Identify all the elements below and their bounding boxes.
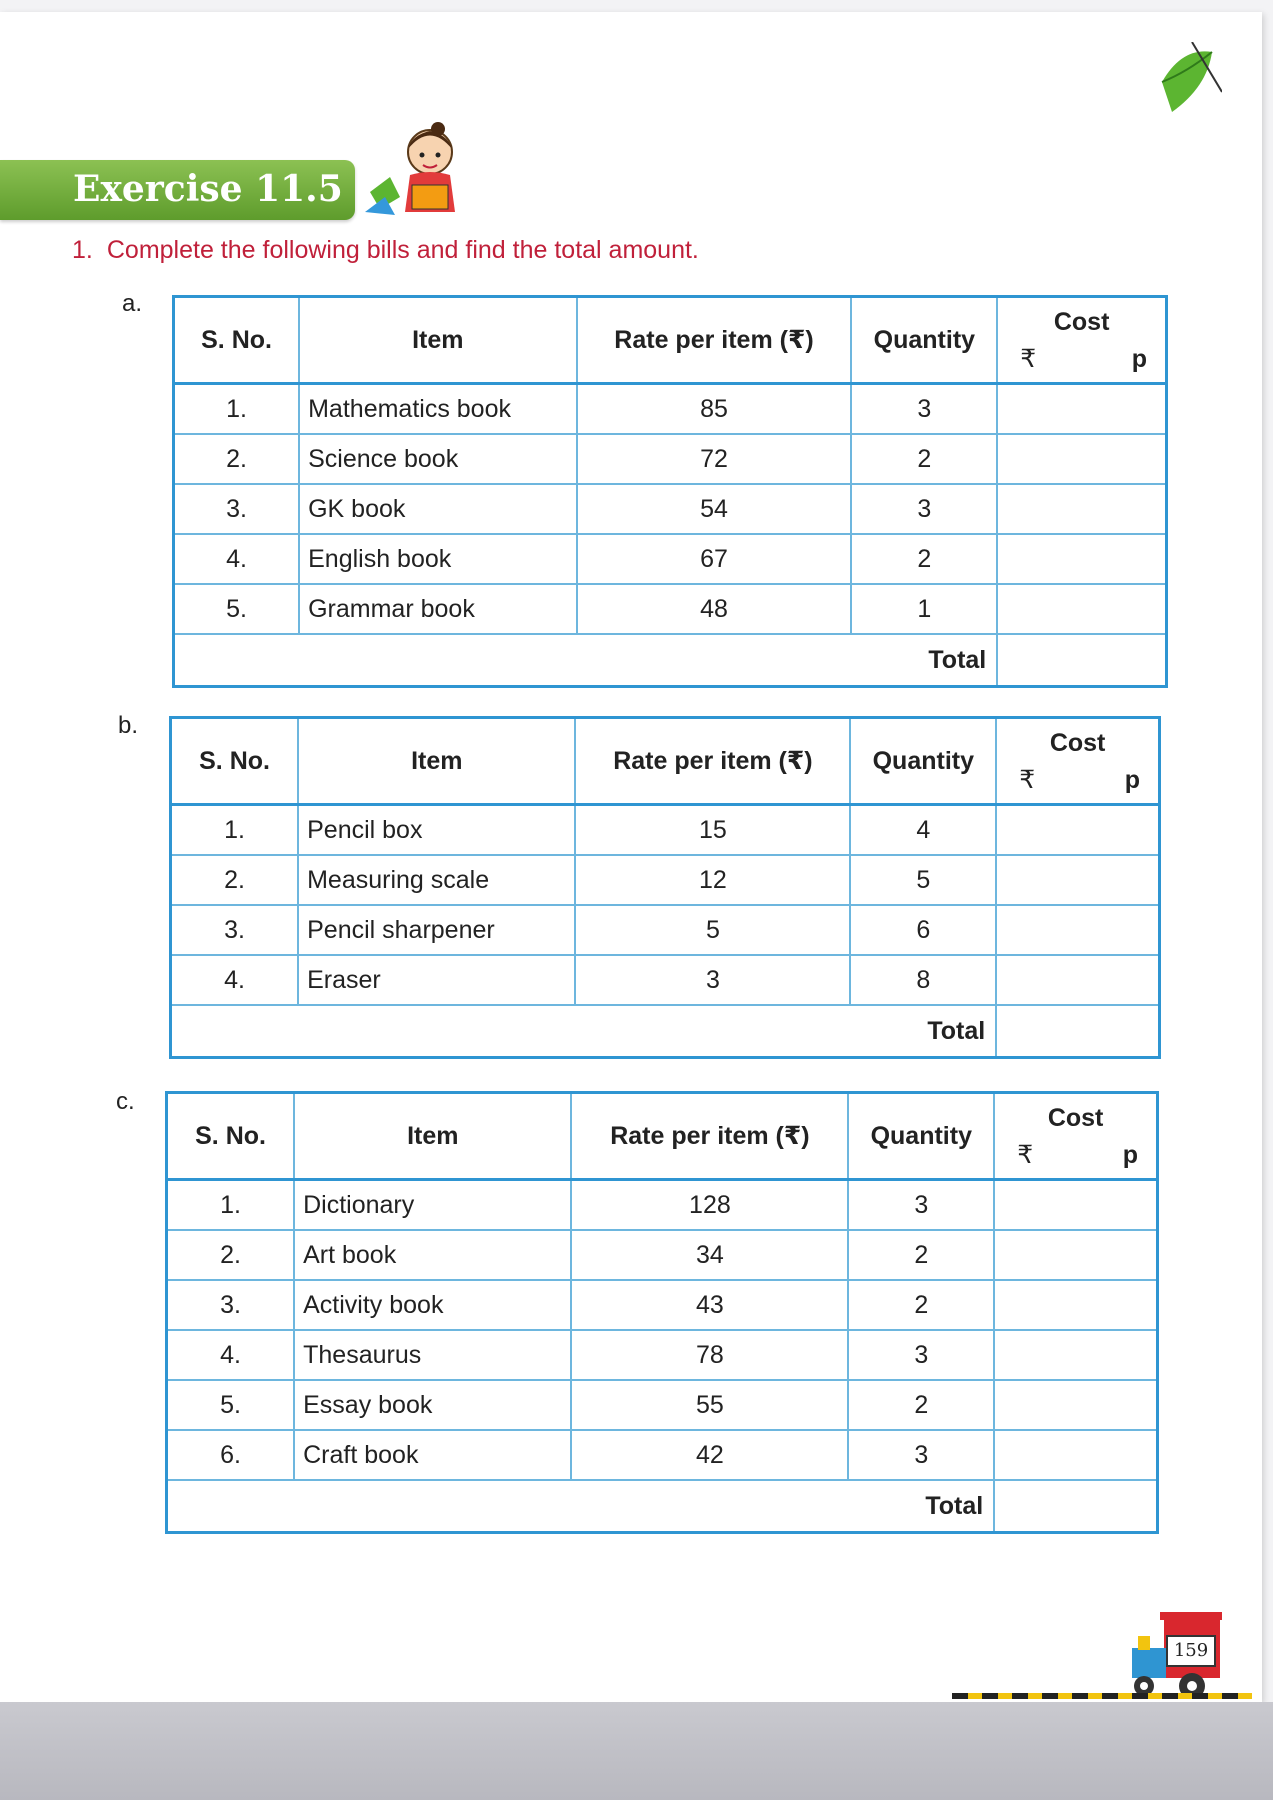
cell-quantity: 2 bbox=[848, 1380, 994, 1430]
cell-rate: 15 bbox=[575, 805, 850, 856]
cell-rate: 128 bbox=[571, 1180, 848, 1231]
cell-rate: 3 bbox=[575, 955, 850, 1005]
header-quantity: Quantity bbox=[848, 1093, 994, 1180]
cell-item: Eraser bbox=[298, 955, 575, 1005]
header-sno: S. No. bbox=[167, 1093, 295, 1180]
cell-cost[interactable] bbox=[994, 1180, 1157, 1231]
cell-cost[interactable] bbox=[994, 1230, 1157, 1280]
table-row bbox=[167, 1380, 1158, 1430]
exercise-banner bbox=[0, 160, 355, 220]
cell-rate: 48 bbox=[577, 584, 852, 634]
cell-sno: 4. bbox=[174, 534, 300, 584]
cell-quantity: 3 bbox=[848, 1180, 994, 1231]
cell-sno: 4. bbox=[167, 1330, 295, 1380]
header-rate: Rate per item (₹) bbox=[571, 1093, 848, 1180]
cell-item: Grammar book bbox=[299, 584, 576, 634]
total-cost-cell[interactable] bbox=[996, 1005, 1159, 1058]
cell-sno: 3. bbox=[167, 1280, 295, 1330]
cell-quantity: 2 bbox=[848, 1230, 994, 1280]
header-sno: S. No. bbox=[171, 718, 299, 805]
total-row bbox=[171, 1005, 1160, 1058]
cell-rate: 43 bbox=[571, 1280, 848, 1330]
total-label: Total bbox=[851, 634, 997, 687]
table-row bbox=[174, 484, 1167, 534]
table-row bbox=[167, 1230, 1158, 1280]
total-spacer bbox=[171, 1005, 851, 1058]
cost-label: Cost bbox=[1049, 729, 1106, 757]
cell-item: Activity book bbox=[294, 1280, 571, 1330]
cell-cost[interactable] bbox=[997, 384, 1166, 435]
header-cost bbox=[997, 297, 1166, 384]
scan-background bbox=[0, 1702, 1273, 1800]
table-row bbox=[167, 1280, 1158, 1330]
total-label: Total bbox=[848, 1480, 994, 1533]
cell-cost[interactable] bbox=[997, 484, 1166, 534]
table-row bbox=[167, 1430, 1158, 1480]
cell-sno: 6. bbox=[167, 1430, 295, 1480]
cost-label: Cost bbox=[1047, 1104, 1104, 1132]
cell-quantity: 8 bbox=[850, 955, 996, 1005]
cell-quantity: 1 bbox=[851, 584, 997, 634]
cell-quantity: 3 bbox=[848, 1330, 994, 1380]
decorative-track bbox=[952, 1693, 1252, 1699]
rupee-label: ₹ bbox=[1020, 345, 1037, 373]
header-sno: S. No. bbox=[174, 297, 300, 384]
cell-cost[interactable] bbox=[996, 955, 1159, 1005]
table-row bbox=[171, 905, 1160, 955]
cell-sno: 5. bbox=[167, 1380, 295, 1430]
total-cost-cell[interactable] bbox=[994, 1480, 1157, 1533]
rupee-label: ₹ bbox=[1017, 1141, 1034, 1169]
cell-rate: 67 bbox=[577, 534, 852, 584]
total-row bbox=[174, 634, 1167, 687]
cell-item: Mathematics book bbox=[299, 384, 576, 435]
bill-b-table bbox=[169, 716, 1161, 1059]
textbook-page bbox=[0, 12, 1262, 1702]
total-spacer bbox=[167, 1480, 849, 1533]
bill-c-table bbox=[165, 1091, 1159, 1534]
cell-item: Measuring scale bbox=[298, 855, 575, 905]
table-row bbox=[171, 955, 1160, 1005]
header-item: Item bbox=[298, 718, 575, 805]
cell-rate: 54 bbox=[577, 484, 852, 534]
cell-quantity: 4 bbox=[850, 805, 996, 856]
table-row bbox=[171, 855, 1160, 905]
cell-cost[interactable] bbox=[996, 805, 1159, 856]
cell-rate: 55 bbox=[571, 1380, 848, 1430]
total-row bbox=[167, 1480, 1158, 1533]
cell-cost[interactable] bbox=[996, 855, 1159, 905]
header-quantity: Quantity bbox=[851, 297, 997, 384]
bill-a-table bbox=[172, 295, 1168, 688]
header-rate: Rate per item (₹) bbox=[575, 718, 850, 805]
question-text: Complete the following bills and find the total amount. bbox=[106, 236, 699, 264]
cell-cost[interactable] bbox=[997, 534, 1166, 584]
cell-rate: 78 bbox=[571, 1330, 848, 1380]
cell-cost[interactable] bbox=[994, 1380, 1157, 1430]
bill-c-label: c. bbox=[116, 1088, 135, 1115]
cell-quantity: 3 bbox=[851, 484, 997, 534]
header-cost bbox=[996, 718, 1159, 805]
child-reading-illustration-icon bbox=[360, 117, 475, 222]
cell-cost[interactable] bbox=[994, 1330, 1157, 1380]
cell-sno: 3. bbox=[174, 484, 300, 534]
cell-rate: 42 bbox=[571, 1430, 848, 1480]
header-rate: Rate per item (₹) bbox=[577, 297, 852, 384]
bill-b-label: b. bbox=[118, 712, 139, 739]
cell-quantity: 3 bbox=[851, 384, 997, 435]
table-row bbox=[167, 1330, 1158, 1380]
header-quantity: Quantity bbox=[850, 718, 996, 805]
table-row bbox=[167, 1180, 1158, 1231]
question-number: 1. bbox=[72, 236, 93, 264]
paise-label: p bbox=[1131, 345, 1147, 373]
cell-sno: 5. bbox=[174, 584, 300, 634]
cell-quantity: 5 bbox=[850, 855, 996, 905]
cell-quantity: 2 bbox=[851, 434, 997, 484]
page-number: 159 bbox=[1166, 1635, 1216, 1667]
cell-item: Pencil sharpener bbox=[298, 905, 575, 955]
cell-item: Art book bbox=[294, 1230, 571, 1280]
cell-item: English book bbox=[299, 534, 576, 584]
cell-sno: 2. bbox=[174, 434, 300, 484]
cell-rate: 34 bbox=[571, 1230, 848, 1280]
cell-item: GK book bbox=[299, 484, 576, 534]
exercise-title: Exercise 11.5 bbox=[73, 168, 343, 210]
cell-sno: 1. bbox=[171, 805, 299, 856]
cell-quantity: 2 bbox=[851, 534, 997, 584]
total-cost-cell[interactable] bbox=[997, 634, 1166, 687]
cell-sno: 2. bbox=[171, 855, 299, 905]
question-1 bbox=[72, 236, 699, 265]
cell-item: Essay book bbox=[294, 1380, 571, 1430]
total-label: Total bbox=[850, 1005, 996, 1058]
table-row bbox=[174, 384, 1167, 435]
cell-quantity: 2 bbox=[848, 1280, 994, 1330]
cell-rate: 12 bbox=[575, 855, 850, 905]
cell-quantity: 3 bbox=[848, 1430, 994, 1480]
paise-label: p bbox=[1122, 1141, 1138, 1169]
cell-rate: 5 bbox=[575, 905, 850, 955]
cell-sno: 1. bbox=[174, 384, 300, 435]
rupee-label: ₹ bbox=[1019, 766, 1036, 794]
cell-cost[interactable] bbox=[997, 434, 1166, 484]
cell-cost[interactable] bbox=[994, 1430, 1157, 1480]
cell-quantity: 6 bbox=[850, 905, 996, 955]
header-item: Item bbox=[299, 297, 576, 384]
header-cost bbox=[994, 1093, 1157, 1180]
cell-item: Science book bbox=[299, 434, 576, 484]
cell-sno: 3. bbox=[171, 905, 299, 955]
table-row bbox=[171, 805, 1160, 856]
leaf-decoration-icon bbox=[1152, 42, 1222, 122]
cell-rate: 85 bbox=[577, 384, 852, 435]
header-item: Item bbox=[294, 1093, 571, 1180]
cell-item: Dictionary bbox=[294, 1180, 571, 1231]
paise-label: p bbox=[1124, 766, 1140, 794]
cell-item: Thesaurus bbox=[294, 1330, 571, 1380]
table-row bbox=[174, 534, 1167, 584]
cell-cost[interactable] bbox=[994, 1280, 1157, 1330]
table-row bbox=[174, 434, 1167, 484]
cell-sno: 4. bbox=[171, 955, 299, 1005]
cell-sno: 1. bbox=[167, 1180, 295, 1231]
cell-sno: 2. bbox=[167, 1230, 295, 1280]
table-row bbox=[174, 584, 1167, 634]
bill-a-label: a. bbox=[122, 290, 143, 317]
cell-cost[interactable] bbox=[997, 584, 1166, 634]
cell-item: Pencil box bbox=[298, 805, 575, 856]
total-spacer bbox=[174, 634, 852, 687]
cell-item: Craft book bbox=[294, 1430, 571, 1480]
cell-cost[interactable] bbox=[996, 905, 1159, 955]
cell-rate: 72 bbox=[577, 434, 852, 484]
cost-label: Cost bbox=[1053, 308, 1110, 336]
